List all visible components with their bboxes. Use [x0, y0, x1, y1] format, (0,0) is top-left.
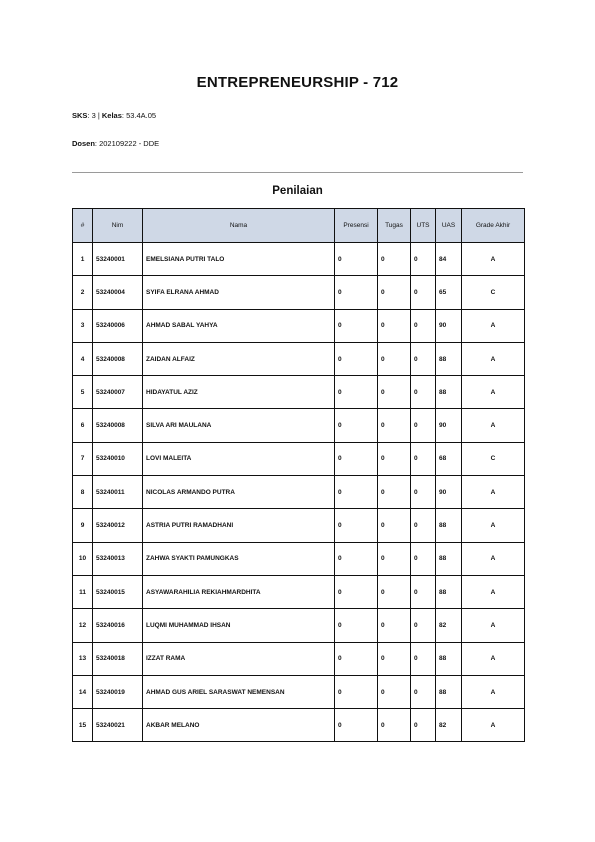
cell-nim: 53240021	[93, 709, 143, 742]
cell-no: 12	[73, 609, 93, 642]
table-row	[73, 243, 525, 276]
cell-nama: ZAIDAN ALFAIZ	[143, 342, 335, 375]
header-nama: Nama	[143, 209, 335, 243]
cell-nama: IZZAT RAMA	[143, 642, 335, 675]
cell-tugas: 0	[378, 442, 411, 475]
cell-uas: 88	[436, 575, 462, 608]
cell-grade: A	[462, 243, 525, 276]
header-no: #	[73, 209, 93, 243]
table-row	[73, 309, 525, 342]
header-nim: Nim	[93, 209, 143, 243]
cell-uas: 88	[436, 509, 462, 542]
cell-grade: A	[462, 642, 525, 675]
header-grade: Grade Akhir	[462, 209, 525, 243]
cell-no: 1	[73, 243, 93, 276]
cell-presensi: 0	[335, 342, 378, 375]
cell-nama: ASYAWARAHILIA REKIAHMARDHITA	[143, 575, 335, 608]
header-uas: UAS	[436, 209, 462, 243]
cell-no: 11	[73, 575, 93, 608]
cell-uas: 88	[436, 342, 462, 375]
cell-uts: 0	[411, 276, 436, 309]
table-row	[73, 409, 525, 442]
cell-uas: 90	[436, 409, 462, 442]
cell-uas: 88	[436, 642, 462, 675]
cell-nim: 53240019	[93, 675, 143, 708]
table-row	[73, 442, 525, 475]
sks-label: SKS	[72, 111, 88, 120]
cell-no: 9	[73, 509, 93, 542]
cell-tugas: 0	[378, 675, 411, 708]
cell-no: 13	[73, 642, 93, 675]
cell-uts: 0	[411, 409, 436, 442]
cell-grade: A	[462, 575, 525, 608]
cell-nim: 53240018	[93, 642, 143, 675]
cell-no: 2	[73, 276, 93, 309]
page-title: ENTREPRENEURSHIP - 712	[196, 74, 399, 91]
dosen-value: : 202109222 - DDE	[94, 139, 160, 148]
cell-no: 6	[73, 409, 93, 442]
cell-uas: 68	[436, 442, 462, 475]
cell-nama: AHMAD GUS ARIEL SARASWAT NEMENSAN	[143, 675, 335, 708]
cell-uts: 0	[411, 709, 436, 742]
cell-nama: EMELSIANA PUTRI TALO	[143, 243, 335, 276]
dosen-label: Dosen	[72, 139, 95, 148]
cell-tugas: 0	[378, 409, 411, 442]
cell-no: 3	[73, 309, 93, 342]
cell-nim: 53240004	[93, 276, 143, 309]
cell-nama: AHMAD SABAL YAHYA	[143, 309, 335, 342]
cell-uts: 0	[411, 542, 436, 575]
table-row	[73, 609, 525, 642]
divider	[72, 172, 523, 173]
lecturer-info	[72, 139, 159, 148]
cell-grade: A	[462, 342, 525, 375]
cell-nama: LOVI MALEITA	[143, 442, 335, 475]
table-row	[73, 709, 525, 742]
cell-no: 14	[73, 675, 93, 708]
cell-tugas: 0	[378, 542, 411, 575]
cell-uas: 90	[436, 309, 462, 342]
cell-nim: 53240016	[93, 609, 143, 642]
section-title: Penilaian	[272, 185, 323, 197]
cell-presensi: 0	[335, 542, 378, 575]
cell-presensi: 0	[335, 276, 378, 309]
header-presensi: Presensi	[335, 209, 378, 243]
cell-grade: A	[462, 509, 525, 542]
cell-uas: 88	[436, 675, 462, 708]
table-header-row	[73, 209, 525, 243]
cell-grade: C	[462, 442, 525, 475]
cell-tugas: 0	[378, 575, 411, 608]
cell-presensi: 0	[335, 575, 378, 608]
table-row	[73, 542, 525, 575]
cell-nama: ZAHWA SYAKTI PAMUNGKAS	[143, 542, 335, 575]
cell-nama: ASTRIA PUTRI RAMADHANI	[143, 509, 335, 542]
cell-uas: 82	[436, 609, 462, 642]
cell-nim: 53240013	[93, 542, 143, 575]
cell-presensi: 0	[335, 309, 378, 342]
cell-nim: 53240008	[93, 409, 143, 442]
cell-nama: HIDAYATUL AZIZ	[143, 376, 335, 409]
cell-nim: 53240001	[93, 243, 143, 276]
cell-nim: 53240011	[93, 476, 143, 509]
cell-uts: 0	[411, 309, 436, 342]
cell-uts: 0	[411, 442, 436, 475]
cell-tugas: 0	[378, 476, 411, 509]
table-row	[73, 342, 525, 375]
cell-presensi: 0	[335, 609, 378, 642]
cell-presensi: 0	[335, 442, 378, 475]
cell-tugas: 0	[378, 243, 411, 276]
cell-grade: A	[462, 709, 525, 742]
cell-nim: 53240012	[93, 509, 143, 542]
cell-grade: A	[462, 476, 525, 509]
cell-uts: 0	[411, 642, 436, 675]
cell-nim: 53240010	[93, 442, 143, 475]
cell-no: 4	[73, 342, 93, 375]
cell-no: 8	[73, 476, 93, 509]
cell-uas: 65	[436, 276, 462, 309]
cell-uts: 0	[411, 609, 436, 642]
kelas-label: Kelas	[101, 111, 122, 120]
cell-tugas: 0	[378, 609, 411, 642]
cell-no: 5	[73, 376, 93, 409]
grades-table	[72, 208, 525, 742]
header-tugas: Tugas	[378, 209, 411, 243]
cell-uts: 0	[411, 476, 436, 509]
cell-nim: 53240006	[93, 309, 143, 342]
table-row	[73, 509, 525, 542]
cell-nim: 53240015	[93, 575, 143, 608]
cell-uas: 88	[436, 542, 462, 575]
cell-presensi: 0	[335, 509, 378, 542]
cell-presensi: 0	[335, 409, 378, 442]
cell-uts: 0	[411, 509, 436, 542]
cell-tugas: 0	[378, 376, 411, 409]
cell-grade: A	[462, 542, 525, 575]
cell-grade: C	[462, 276, 525, 309]
table-row	[73, 376, 525, 409]
cell-presensi: 0	[335, 476, 378, 509]
cell-uas: 88	[436, 376, 462, 409]
cell-uas: 90	[436, 476, 462, 509]
cell-grade: A	[462, 675, 525, 708]
cell-uas: 82	[436, 709, 462, 742]
cell-presensi: 0	[335, 642, 378, 675]
cell-nama: SYIFA ELRANA AHMAD	[143, 276, 335, 309]
cell-uts: 0	[411, 342, 436, 375]
cell-tugas: 0	[378, 309, 411, 342]
cell-nim: 53240007	[93, 376, 143, 409]
cell-nama: SILVA ARI MAULANA	[143, 409, 335, 442]
cell-nama: NICOLAS ARMANDO PUTRA	[143, 476, 335, 509]
cell-no: 10	[73, 542, 93, 575]
cell-tugas: 0	[378, 709, 411, 742]
cell-tugas: 0	[378, 342, 411, 375]
cell-nama: AKBAR MELANO	[143, 709, 335, 742]
cell-grade: A	[462, 609, 525, 642]
table-row	[73, 575, 525, 608]
cell-tugas: 0	[378, 509, 411, 542]
table-row	[73, 675, 525, 708]
header-uts: UTS	[411, 209, 436, 243]
cell-nim: 53240008	[93, 342, 143, 375]
cell-presensi: 0	[335, 376, 378, 409]
table-row	[73, 276, 525, 309]
cell-tugas: 0	[378, 276, 411, 309]
cell-presensi: 0	[335, 243, 378, 276]
cell-uts: 0	[411, 575, 436, 608]
sks-value: : 3 |	[87, 111, 102, 120]
table-row	[73, 476, 525, 509]
cell-uas: 84	[436, 243, 462, 276]
cell-uts: 0	[411, 376, 436, 409]
cell-presensi: 0	[335, 709, 378, 742]
cell-grade: A	[462, 409, 525, 442]
course-info	[72, 111, 156, 120]
table-row	[73, 642, 525, 675]
cell-uts: 0	[411, 243, 436, 276]
cell-uts: 0	[411, 675, 436, 708]
cell-presensi: 0	[335, 675, 378, 708]
cell-tugas: 0	[378, 642, 411, 675]
cell-no: 15	[73, 709, 93, 742]
cell-no: 7	[73, 442, 93, 475]
kelas-value: : 53.4A.05	[121, 111, 157, 120]
cell-grade: A	[462, 309, 525, 342]
cell-grade: A	[462, 376, 525, 409]
cell-nama: LUQMI MUHAMMAD IHSAN	[143, 609, 335, 642]
